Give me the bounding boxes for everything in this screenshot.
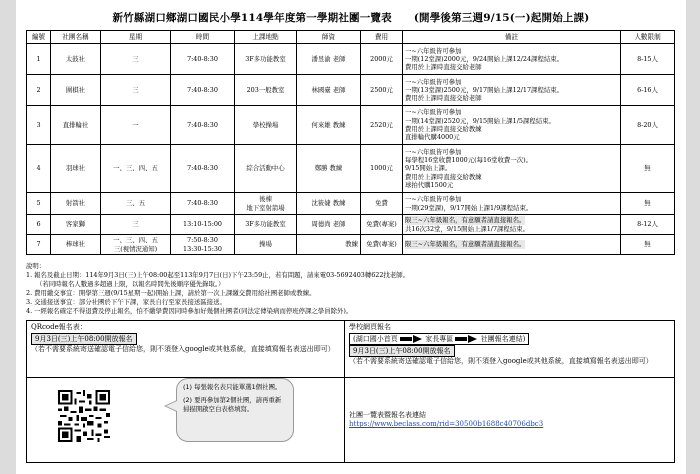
- cell-fee: 2000元: [361, 44, 403, 75]
- cell-no: 6: [27, 215, 51, 235]
- note-item: （若同時報名人數過多超過上限，以報名時間先後順序優先錄取。）: [36, 279, 225, 288]
- callout-tail-fill: [166, 401, 177, 411]
- cell-place: 綜合活動中心: [235, 145, 297, 193]
- note-line: 一~六年級皆可參加: [405, 147, 462, 156]
- day-line: 一、三、四、五: [113, 236, 158, 245]
- note-line: 一期(29堂課)，9/17開始上課1/9課程結束。: [405, 203, 533, 212]
- cell-time: 7:40-8:30: [171, 75, 235, 106]
- time-line: 13:30-15:30: [183, 244, 222, 253]
- web-path-box: [349, 333, 529, 345]
- cell-limit: 無: [621, 235, 675, 255]
- arrow-head-icon: [413, 335, 422, 343]
- notes-section: [26, 262, 666, 315]
- cell-notes: [403, 75, 621, 106]
- note-line: 一~六年級皆可參加: [405, 195, 462, 204]
- note-item: 3. 交通接送事宜：部分社團於下午下課，家長自行至家長接送區接送。: [26, 297, 226, 306]
- cell-time: 7:40-8:30: [171, 193, 235, 215]
- cell-notes: [403, 44, 621, 75]
- cell-teacher: 教練: [297, 235, 361, 255]
- table-row: [27, 193, 675, 215]
- note-line: 球拍代購1500元: [405, 180, 454, 189]
- path-end: 社團報名連結): [480, 334, 526, 343]
- cell-notes: [403, 106, 621, 145]
- header-teacher: 師資: [297, 31, 361, 44]
- note-item: 4. 一經報名確定不得退費及停止報名，怕不繳學費因同時參加好幾個社團者(同法定傳染病而停班停課之學員除外)。: [26, 306, 353, 315]
- place-line: 地下室射箭場: [246, 203, 285, 212]
- table-row: [27, 145, 675, 193]
- cell-notes: [403, 145, 621, 193]
- cell-no: 4: [27, 145, 51, 193]
- arrow-right-icon: [400, 337, 412, 341]
- cell-limit: 無: [621, 145, 675, 193]
- table-row: [27, 75, 675, 106]
- callout-bubble: [176, 378, 294, 442]
- cell-no: 1: [27, 44, 51, 75]
- cell-limit: 6-16人: [621, 75, 675, 106]
- note-line: 每學程16堂收費1000元(每16堂收費一次)。: [405, 156, 532, 165]
- cell-teacher: 沈筱婕 教練: [297, 193, 361, 215]
- cell-fee: 免費(專案): [361, 215, 403, 235]
- cell-no: 3: [27, 106, 51, 145]
- notes-label: 說明：: [26, 262, 46, 270]
- callout-line-2: (2) 要再參加第2個社團，請再重新掃描開啟空白表格填寫。: [183, 396, 282, 413]
- cell-limit: 8-12人: [621, 215, 675, 235]
- cell-day: 三、五: [101, 193, 171, 215]
- cell-time: 7:40-8:30: [171, 44, 235, 75]
- note-line: 費用於上課時直接交給教練: [405, 125, 482, 133]
- cell-name: 客家獅: [51, 215, 101, 235]
- cell-name: 圍棋社: [51, 75, 101, 106]
- web-warning: （若不需要系統寄送確認電子信給您，則不須登入google或其他系統，直接填寫報名表送出即可）: [349, 356, 653, 365]
- arrow-head-icon: [468, 335, 477, 343]
- time-line: 7:50-8:30: [187, 236, 218, 245]
- table-row: [27, 44, 675, 75]
- title-main: 新竹縣湖口鄉湖口國民小學114學年度第一學期社團一覽表: [112, 12, 392, 24]
- qr-heading: QRcode報名表：: [31, 323, 87, 331]
- note-line: 費用於上課時直接交給老師: [405, 94, 482, 103]
- registration-link[interactable]: https://www.beclass.com/rid=30500b1688c40706dbc3: [349, 420, 544, 428]
- cell-fee: 2500元: [361, 75, 403, 106]
- cell-no: 5: [27, 193, 51, 215]
- cell-teacher: 鄭勝 教練: [297, 145, 361, 193]
- cell-name: 棒球社: [51, 235, 101, 255]
- viewer-margin-right: [686, 0, 700, 474]
- note-line: 一~六年級皆可參加: [405, 108, 462, 117]
- cell-day: 三: [101, 75, 171, 106]
- link-cell: [345, 378, 675, 463]
- cell-name: 射箭社: [51, 193, 101, 215]
- cell-fee: 免費(專案): [361, 235, 403, 255]
- note-highlight: 限三~六年級報名，有意願者請直接報名。: [405, 216, 526, 225]
- note-highlight: 限三~六年級報名，有意願者請直接報名。: [405, 240, 526, 249]
- note-line: 共16次32堂，9/15開始上課1/7課程結束。: [405, 224, 529, 233]
- header-day: 星期: [101, 31, 171, 44]
- cell-fee: 2520元: [361, 106, 403, 145]
- cell-limit: 8-20人: [621, 106, 675, 145]
- club-table: [26, 30, 675, 255]
- cell-day: [101, 235, 171, 255]
- cell-notes: [403, 235, 621, 255]
- callout-line-1: (1) 每張報名表只能單選1個社團。: [183, 383, 282, 391]
- header-fee: 費用: [361, 31, 403, 44]
- web-heading: 學校網頁報名: [349, 323, 391, 331]
- cell-limit: 8-15人: [621, 44, 675, 75]
- qr-warning: （若不需要系統寄送確認電子信給您，則不須登入google或其他系統，直接填寫報名表送出即可）: [31, 344, 335, 353]
- cell-no: 2: [27, 75, 51, 106]
- header-notes: 備註: [403, 31, 621, 44]
- cell-day: 三: [101, 215, 171, 235]
- link-label: 社團一覽表暨報名表連結: [349, 410, 426, 419]
- registration-top-row: [27, 321, 675, 378]
- cell-place: 203一般教室: [235, 75, 297, 106]
- cell-name: 太鼓社: [51, 44, 101, 75]
- header-time: 時間: [171, 31, 235, 44]
- cell-day: 一、三、四、五: [101, 145, 171, 193]
- note-line: 直排輪代購4000元: [405, 133, 460, 142]
- table-row: [27, 106, 675, 145]
- cell-fee: 1000元: [361, 145, 403, 193]
- cell-teacher: 周德尚 老師: [297, 215, 361, 235]
- web-date-box: 9月3日(三)上午08:00開放報名: [349, 345, 455, 357]
- viewer-margin-left: [0, 0, 16, 474]
- qr-code-icon[interactable]: [58, 390, 110, 442]
- note-item: 2. 費用繳交事宜：開學第三週(9/15星期一起)開始上課，請於第一次上課繳交費用給社團老師或教練。: [26, 288, 316, 297]
- path-mid: 家長專區: [425, 334, 454, 343]
- day-line: 三(視情況通知): [113, 244, 158, 253]
- cell-name: 羽球社: [51, 145, 101, 193]
- table-row: [27, 235, 675, 255]
- note-line: 9/15開始上課。: [405, 164, 452, 173]
- cell-time: 7:40-8:30: [171, 106, 235, 145]
- cell-notes: [403, 215, 621, 235]
- header-no: 編號: [27, 31, 51, 44]
- cell-time: 13:10-15:00: [171, 215, 235, 235]
- note-line: 費用於上課時直接交給老師: [405, 63, 482, 72]
- registration-table: [26, 320, 675, 463]
- cell-place: 3F多功能教室: [235, 44, 297, 75]
- cell-day: 一: [101, 106, 171, 145]
- qr-registration-cell: [27, 321, 345, 378]
- cell-name: 直排輪社: [51, 106, 101, 145]
- cell-time: 7:40-8:30: [171, 145, 235, 193]
- cell-teacher: 潘昱渝 老師: [297, 44, 361, 75]
- qr-date-box: 9月3日(三)上午08:00開放報名: [31, 333, 137, 345]
- table-header-row: [27, 31, 675, 44]
- note-item: 1. 報名及截止日期：114年9月3日(三)上午08:00起至113年9月7日(日)下午23:59止，若有問題，請來電03-5692403轉622找老師。: [26, 270, 409, 279]
- title-sub: (開學後第三週9/15(一)起開始上課): [413, 12, 590, 24]
- table-row: [27, 215, 675, 235]
- path-start: (湖口國小首頁: [353, 334, 398, 343]
- cell-place: [235, 193, 297, 215]
- cell-notes: [403, 193, 621, 215]
- web-registration-cell: [345, 321, 675, 378]
- note-line: 一~六年級皆可參加: [405, 46, 462, 55]
- cell-no: 7: [27, 235, 51, 255]
- note-line: [405, 216, 618, 224]
- note-line: 費用於上課時直接交給教練: [405, 172, 482, 181]
- web-path: [349, 333, 670, 345]
- cell-time: [171, 235, 235, 255]
- cell-teacher: 林國臺 老師: [297, 75, 361, 106]
- arrow-right-icon: [455, 337, 467, 341]
- note-line: 一~六年級皆可參加: [405, 77, 462, 86]
- cell-limit: 無: [621, 193, 675, 215]
- note-line: 一期(13堂課)2500元，9/17開始上課12/17課程結束。: [405, 85, 564, 94]
- registration-bottom-row: [27, 378, 675, 463]
- cell-place: 操場: [235, 235, 297, 255]
- cell-fee: 免費: [361, 193, 403, 215]
- header-place: 上課地點: [235, 31, 297, 44]
- cell-day: 三: [101, 44, 171, 75]
- cell-place: 3F多功能教室: [235, 215, 297, 235]
- note-line: [405, 240, 618, 248]
- note-line: 一期(12堂課)2000元，9/24開始上課12/24課程結束。: [405, 54, 564, 63]
- cell-teacher: 何來雄 教練: [297, 106, 361, 145]
- header-limit: 人數限制: [621, 31, 675, 44]
- cell-place: 學校操場: [235, 106, 297, 145]
- header-name: 社團名稱: [51, 31, 101, 44]
- note-line: 一期(14堂課)2520元，9/15開始上課1/5課程結束。: [405, 116, 555, 125]
- page-title: [16, 10, 686, 25]
- place-line: 後棟: [259, 195, 272, 204]
